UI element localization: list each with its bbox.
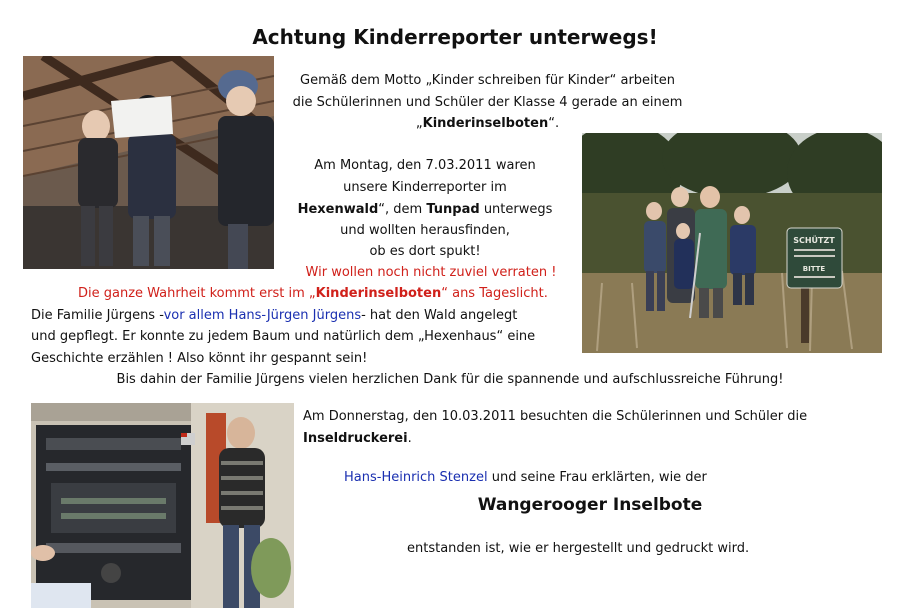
thursday-last-line: entstanden ist, wie er hergestellt und gedruckt wird. <box>407 541 750 556</box>
monday-line-4: und wollten herausfinden, <box>340 223 510 238</box>
hexenwald-label: Hexenwald <box>297 202 379 217</box>
wangerooger-inselbote-heading: Wangerooger Inselbote <box>477 495 703 515</box>
intro-line-1: Gemäß dem Motto „Kinder schreiben für Kinder“ arbeiten <box>300 73 675 88</box>
monday-line-2: unsere Kinderreporter im <box>343 180 507 195</box>
thursday-line-1: Am Donnerstag, den 10.03.2011 besuchten die Schülerinnen und Schüler die <box>303 409 808 424</box>
family-line-3: Geschichte erzählen ! Also könnt ihr gespannt sein! <box>31 351 368 366</box>
thursday-line-3-end: und seine Frau erklärten, wie der <box>487 470 707 485</box>
thursday-line-2-end: . <box>407 431 412 446</box>
intro-line-3 <box>275 115 700 133</box>
page-title: Achtung Kinderreporter unterwegs! <box>252 25 658 49</box>
monday-line-3-end: unterwegs <box>479 202 553 217</box>
printing-press-photo <box>31 403 294 608</box>
family-line-2: und gepflegt. Er konnte zu jedem Baum und natürlich dem „Hexenhaus“ eine <box>31 329 536 344</box>
monday-line-3-mid: “, dem <box>378 202 427 217</box>
forest-photo <box>582 133 882 353</box>
thursday-line-3 <box>344 469 707 487</box>
inseldruckerei-label: Inseldruckerei <box>303 431 408 446</box>
family-line-1-start: Die Familie Jürgens - <box>31 308 164 323</box>
intro-quote-open: „ <box>415 116 423 131</box>
red-line-1: Wir wollen noch nicht zuviel verraten ! <box>305 265 557 280</box>
intro-quote-close: “. <box>548 116 560 131</box>
intro-line-2: die Schülerinnen und Schüler der Klasse 4 gerade an einem <box>292 95 683 110</box>
kinderinselboten-label: Kinderinselboten <box>422 116 549 131</box>
thanks-line: Bis dahin der Familie Jürgens vielen herzlichen Dank für die spannende und aufschlussreiche Führung! <box>116 372 784 387</box>
red-kinderinselboten-label: Kinderinselboten <box>315 286 442 301</box>
sign-line-2: BITTE <box>802 265 826 273</box>
thursday-line-2 <box>303 430 412 448</box>
attic-photo <box>23 56 274 269</box>
red-line-2 <box>78 285 548 303</box>
hans-heinrich-stenzel-name: Hans-Heinrich Stenzel <box>344 470 488 485</box>
monday-line-3 <box>275 201 575 219</box>
sign-line-1: SCHÜTZT <box>793 236 835 245</box>
red-line-2-end: “ ans Tageslicht. <box>441 286 548 301</box>
monday-line-5: ob es dort spukt! <box>369 244 481 259</box>
monday-line-1: Am Montag, den 7.03.2011 waren <box>314 158 536 173</box>
family-line-1 <box>31 307 517 325</box>
red-line-2-start: Die ganze Wahrheit kommt erst im „ <box>78 286 316 301</box>
hans-juergen-juergens-name: vor allem Hans-Jürgen Jürgens <box>163 308 362 323</box>
tunpad-label: Tunpad <box>426 202 480 217</box>
family-line-1-end: - hat den Wald angelegt <box>361 308 518 323</box>
